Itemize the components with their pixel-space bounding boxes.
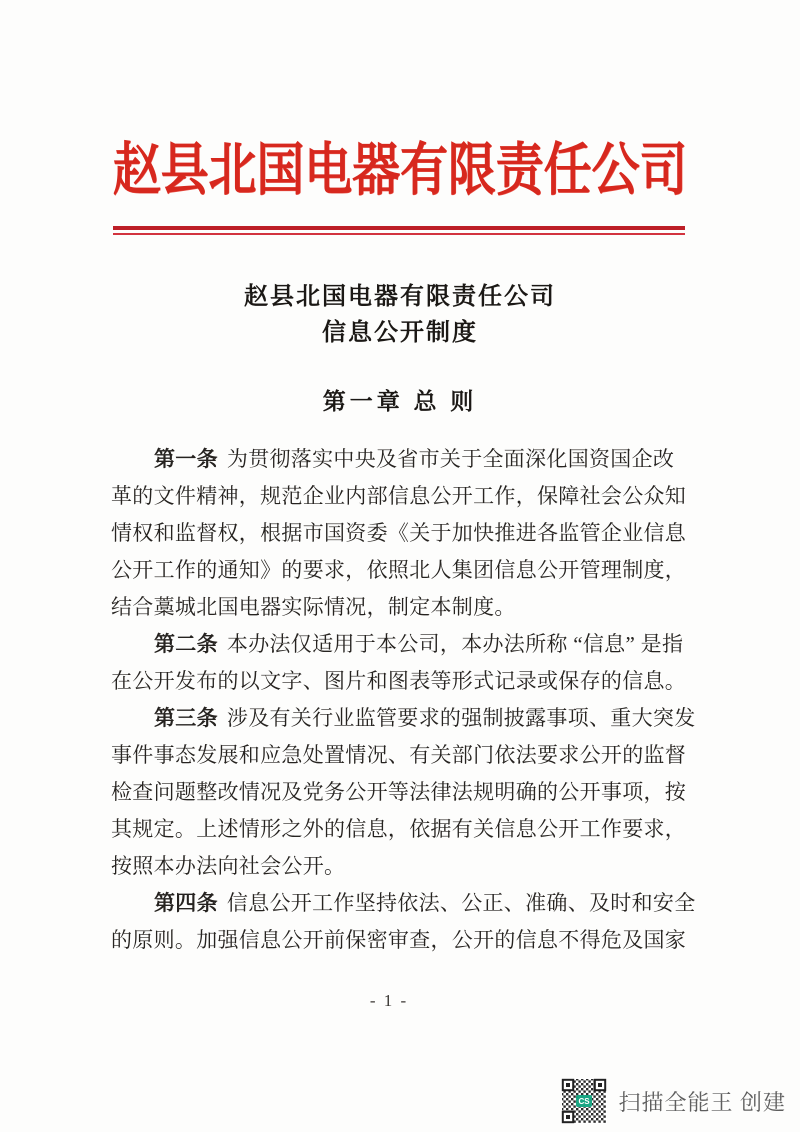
text-line: 在公开发布的以文字、图片和图表等形式记录或保存的信息。	[111, 669, 687, 693]
rule-thin	[113, 233, 685, 235]
paragraph-article-2	[111, 626, 711, 700]
camscanner-watermark-text: 扫描全能王 创建	[618, 1089, 786, 1115]
document-body	[111, 441, 711, 959]
text-line	[111, 441, 711, 478]
document-title-line1: 赵县北国电器有限责任公司	[244, 284, 556, 310]
letterhead-company-name: 赵县北国电器有限责任公司	[112, 139, 688, 202]
text-line: 事件事态发展和应急处置情况、有关部门依法要求公开的监督	[111, 743, 687, 767]
svg-text:CS: CS	[578, 1097, 591, 1106]
text-line: 公开工作的通知》的要求，依照北人集团信息公开管理制度，	[111, 558, 687, 582]
article-label: 第四条	[154, 891, 218, 915]
text-line	[111, 626, 711, 663]
letterhead	[0, 134, 800, 208]
text-line: 情权和监督权，根据市国资委《关于加快推进各监管企业信息	[111, 521, 687, 545]
camscanner-watermark	[561, 1078, 786, 1124]
text-line	[111, 700, 711, 737]
text-line	[111, 885, 711, 922]
letterhead-double-rule	[113, 226, 685, 235]
text-line: 检查问题整改情况及党务公开等法律法规明确的公开事项，按	[111, 780, 687, 804]
paragraph-article-4	[111, 885, 711, 959]
text-line-content: 为贯彻落实中央及省市关于全面深化国资国企改	[226, 447, 675, 471]
text-line: 的原则。加强信息公开前保密审查，公开的信息不得危及国家	[111, 928, 687, 952]
document-title-line2: 信息公开制度	[322, 320, 478, 346]
text-line: 结合藁城北国电器实际情况，制定本制度。	[111, 595, 516, 619]
text-line-content: 涉及有关行业监管要求的强制披露事项、重大突发	[226, 706, 696, 730]
document-title	[0, 279, 800, 351]
text-line: 按照本办法向社会公开。	[111, 854, 346, 878]
camscanner-logo-badge	[576, 1095, 592, 1107]
paragraph-article-3	[111, 700, 711, 885]
text-line: 革的文件精神，规范企业内部信息公开工作，保障社会公众知	[111, 484, 687, 508]
text-line: 其规定。上述情形之外的信息，依据有关信息公开工作要求，	[111, 817, 687, 841]
text-line-content: 信息公开工作坚持依法、公正、准确、及时和安全	[226, 891, 696, 915]
article-label: 第二条	[154, 632, 218, 656]
camscanner-qr-code	[561, 1078, 607, 1124]
paragraph-article-1	[111, 441, 711, 626]
article-label: 第一条	[154, 447, 218, 471]
text-line-content: 本办法仅适用于本公司，本办法所称 “信息” 是指	[226, 632, 684, 656]
page-number: - 1 -	[369, 991, 409, 1010]
chapter-heading: 第一章 总 则	[322, 389, 478, 414]
rule-thick	[113, 226, 685, 230]
article-label: 第三条	[154, 706, 218, 730]
